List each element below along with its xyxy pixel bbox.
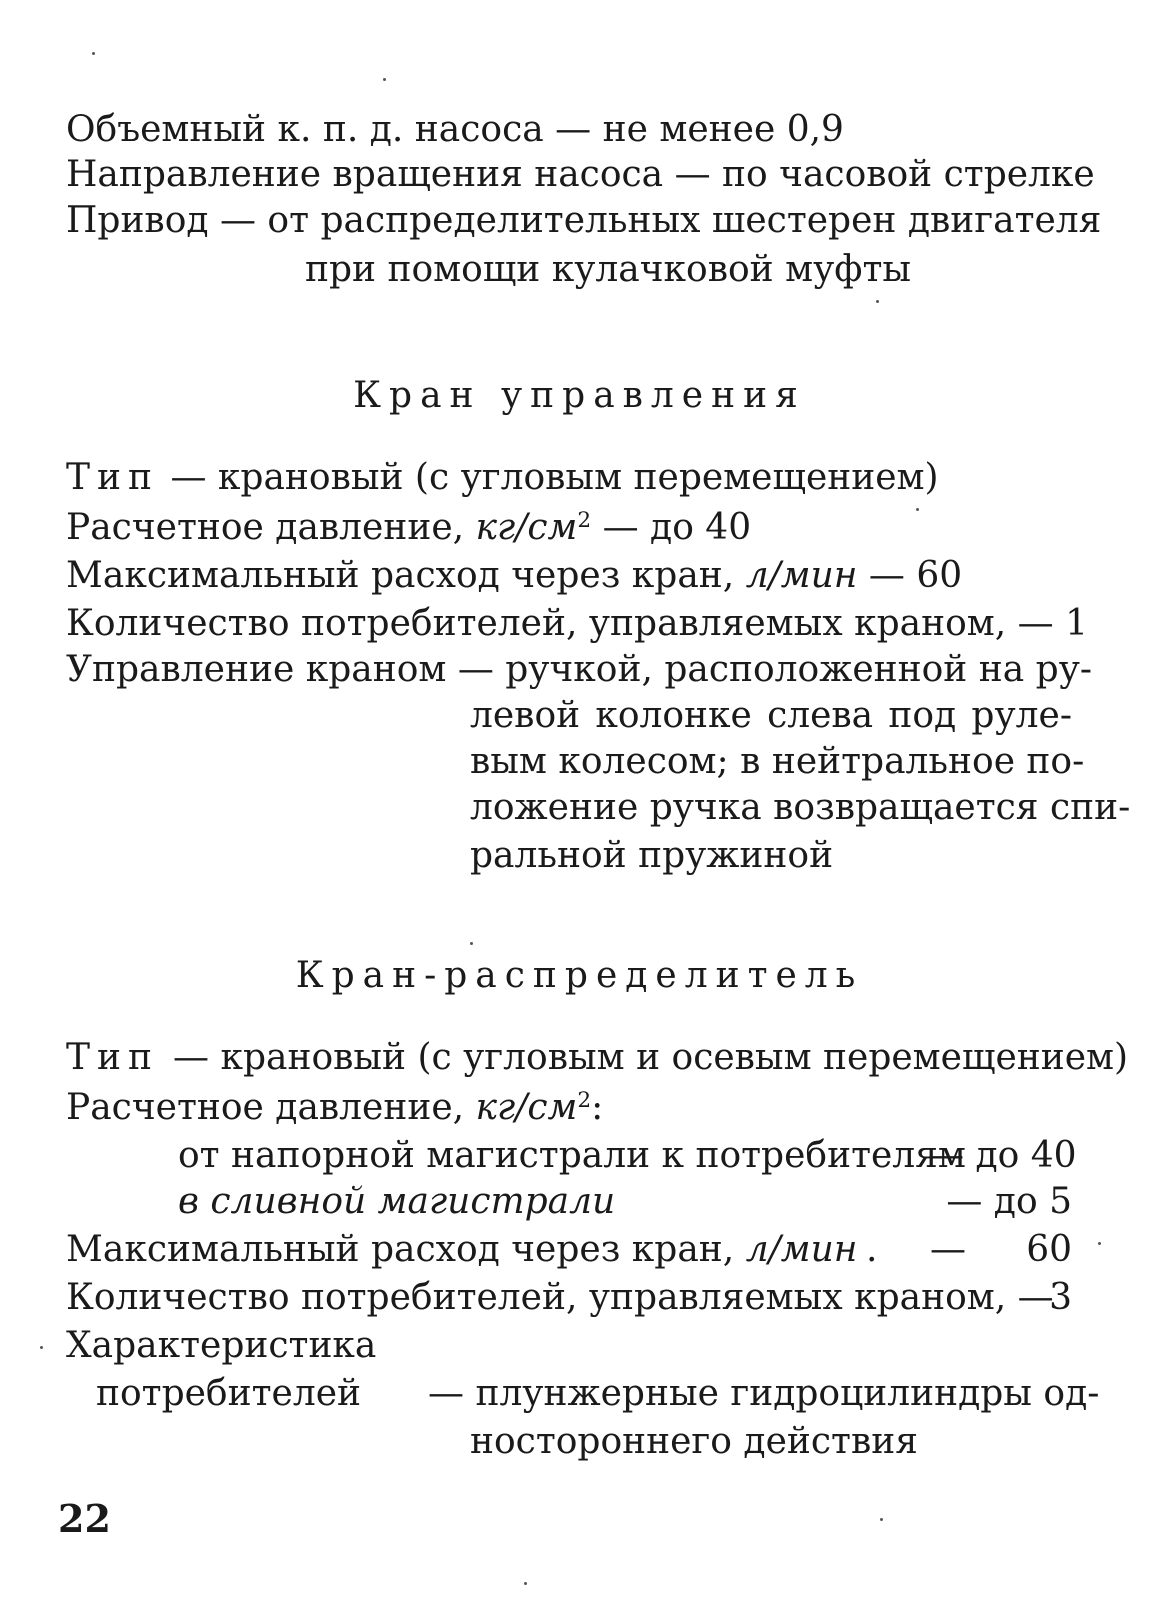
type-label: Тип bbox=[66, 1037, 159, 1078]
pressure-label: Расчетное давление, bbox=[66, 507, 476, 548]
section-heading-distributor-valve: Кран-распределитель bbox=[295, 955, 864, 996]
scan-speck bbox=[40, 1346, 43, 1349]
pressure-unit: кг/см bbox=[475, 1087, 578, 1128]
characteristic-label-continuation: потребителей bbox=[96, 1373, 361, 1414]
control-description-line: ложение ручка возвращается спи- bbox=[470, 787, 1131, 828]
scan-speck bbox=[880, 1518, 883, 1521]
control-description-line: ральной пружиной bbox=[470, 835, 834, 876]
type-label: Тип bbox=[66, 457, 159, 498]
scan-speck bbox=[1098, 1242, 1101, 1245]
distributor-flow-line bbox=[66, 1229, 858, 1270]
distributor-consumers-label: Количество потребителей, управляемых краном, — bbox=[66, 1277, 1054, 1318]
pump-efficiency-line: Объемный к. п. д. насоса — не менее 0,9 bbox=[66, 109, 844, 150]
pressure-drain-label: в сливной магистрали bbox=[178, 1181, 616, 1222]
characteristic-value-continuation: ностороннего действия bbox=[470, 1421, 918, 1462]
pressure-supply-value: — до 40 bbox=[928, 1135, 1077, 1176]
flow-dot: . bbox=[866, 1229, 878, 1270]
scan-speck bbox=[916, 508, 919, 511]
control-valve-type-line bbox=[66, 457, 939, 498]
control-valve-control-line: Управление краном — ручкой, расположенной на ру- bbox=[66, 649, 1093, 690]
pressure-unit: кг/см bbox=[475, 507, 578, 548]
flow-dash: — bbox=[930, 1229, 966, 1270]
characteristic-value: — плунжерные гидроцилиндры од- bbox=[428, 1373, 1100, 1414]
pump-drive-line: Привод — от распределительных шестерен двигателя bbox=[66, 200, 1102, 241]
control-valve-flow-line bbox=[66, 555, 963, 596]
scan-speck bbox=[470, 942, 473, 945]
page-number: 22 bbox=[58, 1496, 111, 1541]
characteristic-label: Характеристика bbox=[66, 1325, 377, 1366]
pump-rotation-line: Направление вращения насоса — по часовой стрелке bbox=[66, 154, 1095, 195]
pressure-drain-value: — до 5 bbox=[946, 1181, 1072, 1222]
pressure-label: Расчетное давление, bbox=[66, 1087, 476, 1128]
control-valve-pressure-line bbox=[66, 507, 752, 548]
distributor-consumers-value: 3 bbox=[1049, 1277, 1072, 1318]
pressure-value: — до 40 bbox=[591, 507, 752, 548]
flow-unit: л/мин bbox=[745, 555, 858, 596]
scan-speck bbox=[92, 52, 95, 55]
control-description-line: левой колонке слева под руле- bbox=[470, 695, 1072, 736]
type-value: — крановый (с угловым и осевым перемещением) bbox=[173, 1037, 1129, 1078]
pressure-unit-superscript: 2 bbox=[577, 1088, 592, 1114]
pressure-unit-superscript: 2 bbox=[577, 508, 592, 534]
flow-label: Максимальный расход через кран, bbox=[66, 1229, 746, 1270]
pressure-colon: : bbox=[591, 1087, 604, 1128]
distributor-type-line bbox=[66, 1037, 1129, 1078]
control-description-line: вым колесом; в нейтральное по- bbox=[470, 741, 1085, 782]
flow-value: — 60 bbox=[857, 555, 963, 596]
section-heading-control-valve: Кран управления bbox=[353, 375, 806, 416]
type-value: — крановый (с угловым перемещением) bbox=[170, 457, 939, 498]
scan-speck bbox=[524, 1582, 527, 1585]
flow-label: Максимальный расход через кран, bbox=[66, 555, 746, 596]
pump-drive-continuation: при помощи кулачковой муфты bbox=[305, 249, 912, 290]
pressure-supply-label: от напорной магистрали к потребителям bbox=[178, 1135, 966, 1176]
flow-value: 60 bbox=[1026, 1229, 1072, 1270]
flow-unit: л/мин bbox=[745, 1229, 858, 1270]
scan-speck bbox=[876, 300, 879, 303]
distributor-pressure-line bbox=[66, 1087, 604, 1128]
scan-speck bbox=[383, 78, 386, 81]
control-valve-consumers-line: Количество потребителей, управляемых краном, — 1 bbox=[66, 603, 1088, 644]
